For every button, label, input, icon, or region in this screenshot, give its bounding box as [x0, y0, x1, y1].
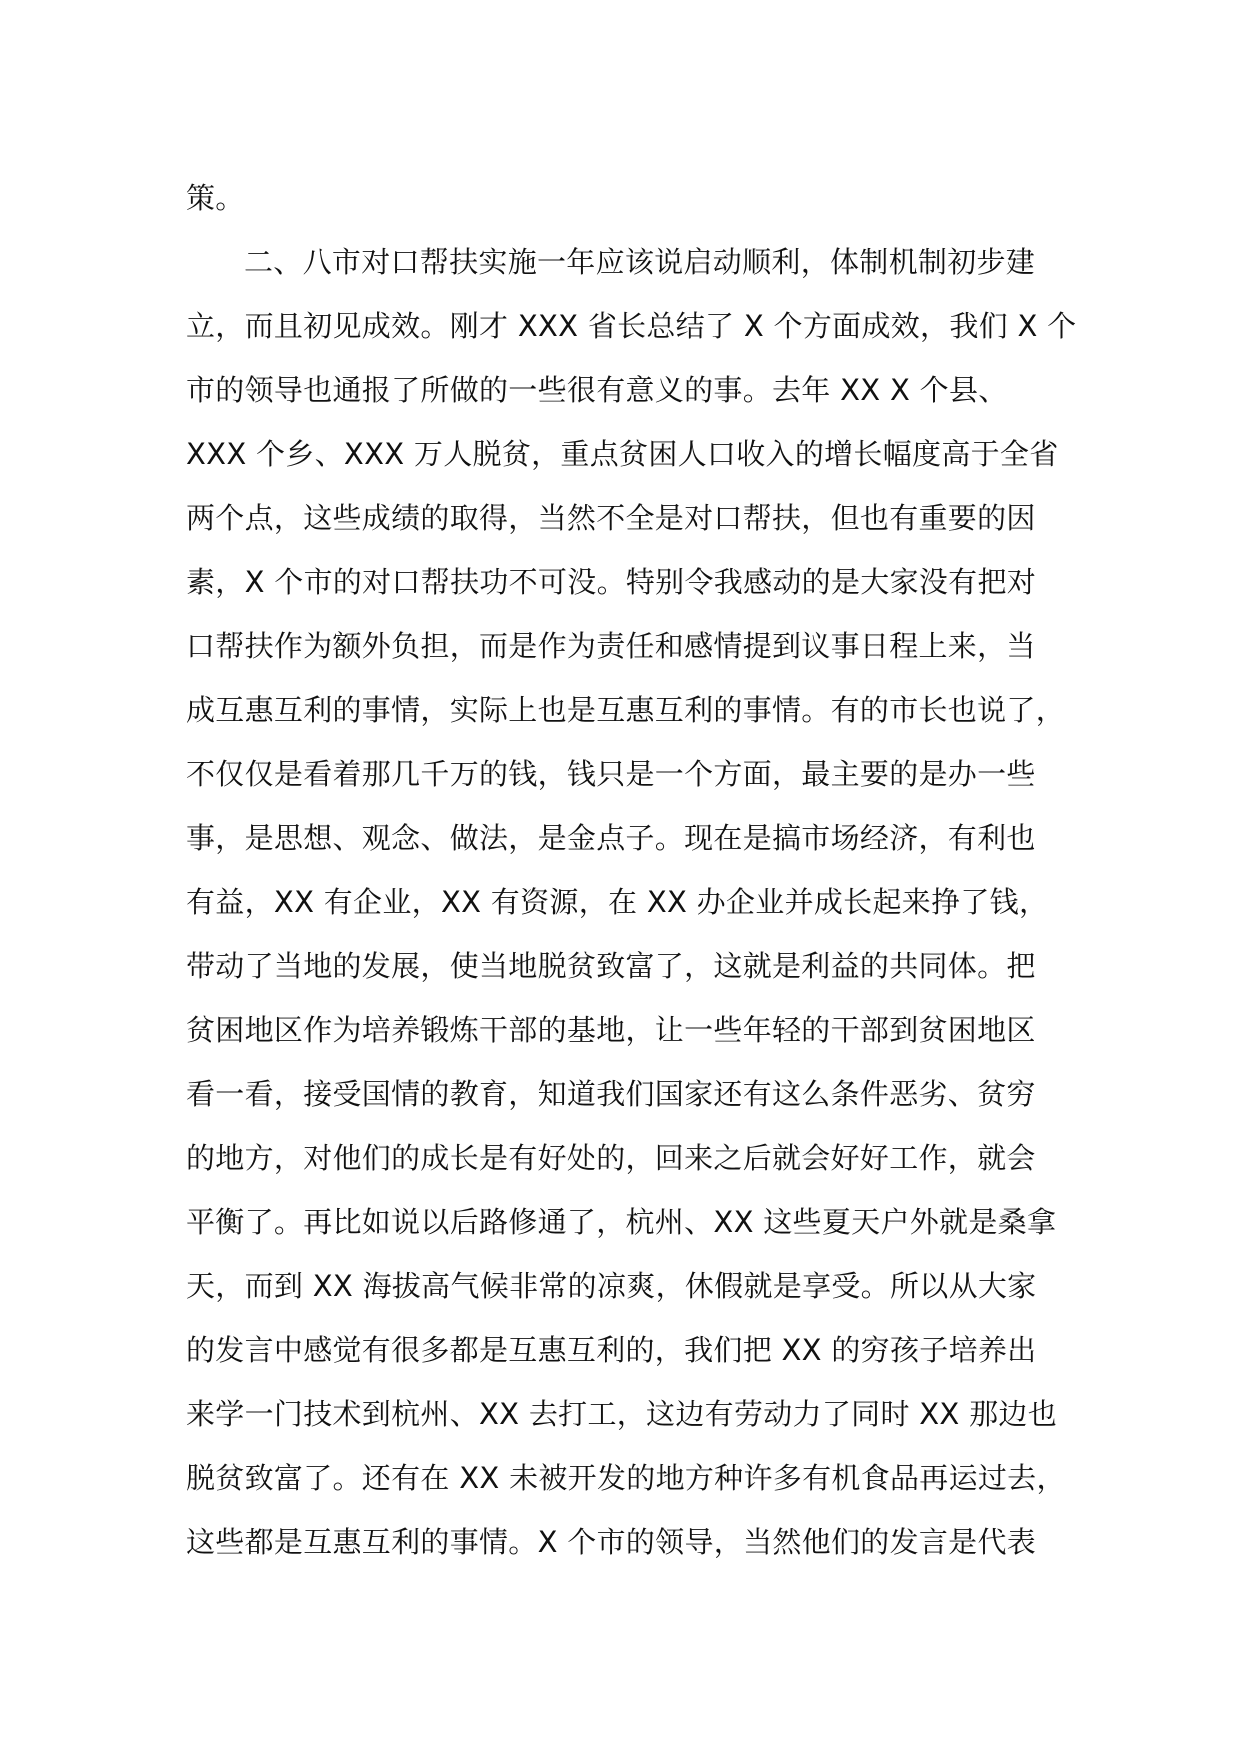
text-line: 两个点，这些成绩的取得，当然不全是对口帮扶，但也有重要的因 [186, 501, 1036, 535]
text-line: 的地方，对他们的成长是有好处的，回来之后就会好好工作，就会 [186, 1141, 1036, 1175]
text-line: 事，是思想、观念、做法，是金点子。现在是搞市场经济，有利也 [186, 821, 1036, 855]
text-line: 这些都是互惠互利的事情。X 个市的领导，当然他们的发言是代表 [186, 1525, 1037, 1559]
text-line: 不仅仅是看着那几千万的钱，钱只是一个方面，最主要的是办一些 [186, 757, 1036, 791]
text-line: 市的领导也通报了所做的一些很有意义的事。去年 XX X 个县、 [186, 373, 1008, 407]
text-line: 平衡了。再比如说以后路修通了，杭州、XX 这些夏天户外就是桑拿 [186, 1205, 1057, 1239]
text-line: 带动了当地的发展，使当地脱贫致富了，这就是利益的共同体。把 [186, 949, 1036, 983]
text-line: 的发言中感觉有很多都是互惠互利的，我们把 XX 的穷孩子培养出 [186, 1333, 1037, 1367]
text-line: 立，而且初见成效。刚才 XXX 省长总结了 X 个方面成效，我们 X 个 [186, 309, 1077, 343]
text-line: XXX 个乡、XXX 万人脱贫，重点贫困人口收入的增长幅度高于全省 [186, 437, 1059, 471]
text-line: 来学一门技术到杭州、XX 去打工，这边有劳动力了同时 XX 那边也 [186, 1397, 1058, 1431]
text-line: 天，而到 XX 海拔高气候非常的凉爽，休假就是享受。所以从大家 [186, 1269, 1037, 1303]
text-line: 素，X 个市的对口帮扶功不可没。特别令我感动的是大家没有把对 [186, 565, 1037, 599]
text-line: 成互惠互利的事情，实际上也是互惠互利的事情。有的市长也说了， [186, 693, 1066, 727]
text-line: 脱贫致富了。还有在 XX 未被开发的地方种许多有机食品再运过去， [186, 1461, 1066, 1495]
text-line: 看一看，接受国情的教育，知道我们国家还有这么条件恶劣、贫穷 [186, 1077, 1036, 1111]
paragraph-first-line: 二、八市对口帮扶实施一年应该说启动顺利，体制机制初步建 [244, 245, 1036, 279]
text-line: 策。 [186, 181, 245, 215]
text-line: 口帮扶作为额外负担，而是作为责任和感情提到议事日程上来，当 [186, 629, 1036, 663]
text-line: 贫困地区作为培养锻炼干部的基地，让一些年轻的干部到贫困地区 [186, 1013, 1036, 1047]
text-line: 有益，XX 有企业，XX 有资源，在 XX 办企业并成长起来挣了钱， [186, 885, 1049, 919]
